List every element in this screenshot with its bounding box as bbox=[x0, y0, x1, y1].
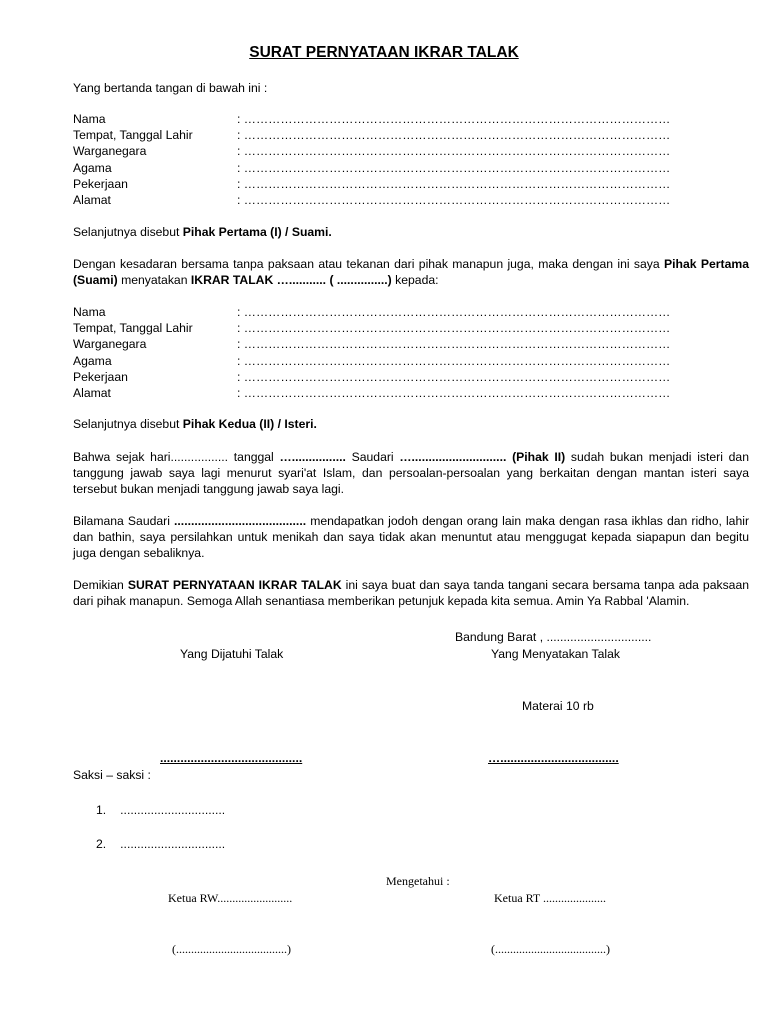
declaration-bold-1: Pihak Pertama (Suami) bbox=[73, 257, 749, 288]
witness-line: ............................... bbox=[120, 837, 226, 851]
acknowledged-label: Mengetahui : bbox=[386, 874, 450, 888]
field-value: : …………………………………………………………………………………………… bbox=[237, 369, 671, 384]
field-value: : …………………………………………………………………………………………… bbox=[237, 144, 671, 159]
signer-right-label: Yang Menyatakan Talak bbox=[491, 647, 620, 661]
field-row bbox=[73, 304, 670, 320]
field-value: : …………………………………………………………………………………………… bbox=[237, 160, 671, 175]
field-label: Nama bbox=[73, 112, 106, 126]
party2-ref-prefix: Selanjutnya disebut bbox=[73, 417, 183, 431]
declaration-text-1: Dengan kesadaran bersama tanpa paksaan atau tekanan dari pihak manapun juga, maka dengan ini saya bbox=[73, 257, 665, 271]
since-bold-1: …................ bbox=[279, 450, 346, 464]
declaration-text-3: kepada: bbox=[391, 273, 439, 288]
field-label: Warganegara bbox=[73, 144, 147, 159]
closing-text-2: ini saya buat dan saya tanda tangani secara bersama tanpa ada paksaan dari pihak manapun. Semoga Allah senantiasa memberikan petunjuk kepada kita semua. Amin Ya Rabbal 'Alamin. bbox=[73, 578, 750, 609]
field-label: Pekerjaan bbox=[73, 176, 128, 191]
field-label: Warganegara bbox=[73, 337, 147, 352]
field-row bbox=[73, 336, 670, 352]
remarry-text-1: Bilamana Saudari bbox=[73, 514, 175, 528]
closing-bold-1: SURAT PERNYATAAN IKRAR TALAK bbox=[127, 578, 342, 592]
witness-number: 1. bbox=[96, 803, 107, 817]
field-label: Alamat bbox=[73, 385, 111, 400]
field-value: : …………………………………………………………………………………………… bbox=[237, 176, 671, 191]
field-row bbox=[73, 143, 670, 159]
witness-line: ............................... bbox=[120, 803, 226, 817]
since-bold-2: …............................ (Pihak II) bbox=[399, 450, 566, 464]
field-row bbox=[73, 369, 670, 385]
sign-line-right: …................................... bbox=[488, 751, 619, 765]
rw-label: Ketua RW......................... bbox=[168, 891, 293, 905]
party2-fields bbox=[73, 304, 670, 401]
field-value: : …………………………………………………………………………………………… bbox=[237, 112, 671, 126]
place-date: Bandung Barat , ............................... bbox=[455, 630, 652, 644]
since-text-2: Saudari bbox=[345, 450, 400, 464]
field-row bbox=[73, 353, 670, 369]
since-text-3: sudah bukan menjadi isteri dan tanggung jawab saya lagi menurut syari'at Islam, dan persoalan-persoalan yang berkaitan dengan mantan isteri saya tersebut bukan menjadi tanggung jawab saya lagi. bbox=[73, 450, 749, 497]
party1-reference bbox=[73, 224, 332, 240]
declaration-bold-2: IKRAR TALAK …........... ( ...............) bbox=[190, 273, 392, 288]
field-value: : …………………………………………………………………………………………… bbox=[237, 305, 671, 319]
signer-left-label: Yang Dijatuhi Talak bbox=[180, 647, 284, 661]
field-value: : …………………………………………………………………………………………… bbox=[237, 385, 671, 400]
field-row bbox=[73, 192, 670, 208]
witness-item bbox=[96, 802, 225, 818]
witness-title: Saksi – saksi : bbox=[73, 768, 151, 782]
party1-ref-bold: Pihak Pertama (I) / Suami. bbox=[182, 225, 332, 239]
intro-text: Yang bertanda tangan di bawah ini : bbox=[73, 81, 268, 95]
field-value: : …………………………………………………………………………………………… bbox=[237, 128, 671, 143]
field-label: Nama bbox=[73, 305, 106, 319]
field-row bbox=[73, 111, 670, 127]
since-text-1: Bahwa sejak hari................. tanggal bbox=[73, 450, 280, 464]
field-label: Tempat, Tanggal Lahir bbox=[73, 321, 193, 336]
party1-fields bbox=[73, 111, 670, 208]
sign-line-left: .......................................... bbox=[160, 751, 303, 765]
field-value: : …………………………………………………………………………………………… bbox=[237, 321, 671, 336]
rt-label: Ketua RT ..................... bbox=[494, 891, 607, 905]
field-label: Agama bbox=[73, 353, 112, 368]
closing-text-1: Demikian bbox=[73, 578, 128, 592]
field-value: : …………………………………………………………………………………………… bbox=[237, 353, 671, 368]
field-value: : …………………………………………………………………………………………… bbox=[237, 192, 671, 207]
witness-number: 2. bbox=[96, 837, 107, 851]
party1-ref-prefix: Selanjutnya disebut bbox=[73, 225, 183, 239]
field-label: Tempat, Tanggal Lahir bbox=[73, 128, 193, 143]
since-paragraph bbox=[73, 449, 749, 498]
field-label: Alamat bbox=[73, 192, 111, 207]
field-row bbox=[73, 320, 670, 336]
field-label: Pekerjaan bbox=[73, 369, 128, 384]
rw-signature: (.....................................) bbox=[172, 942, 291, 956]
field-row bbox=[73, 385, 670, 401]
party2-ref-bold: Pihak Kedua (II) / Isteri. bbox=[182, 417, 317, 431]
declaration-paragraph bbox=[73, 256, 749, 288]
rt-signature: (.....................................) bbox=[491, 942, 610, 956]
closing-paragraph bbox=[73, 577, 749, 609]
remarry-paragraph bbox=[73, 513, 749, 562]
remarry-bold-1: ....................................... bbox=[174, 514, 307, 528]
field-row bbox=[73, 127, 670, 143]
field-label: Agama bbox=[73, 160, 112, 175]
remarry-text-2: mendapatkan jodoh dengan orang lain maka dengan rasa ikhlas dan ridho, lahir dan bathin, saya persilahkan untuk menikah dan saya tidak akan menuntut atau menggugat kepada siapapun dan begitu juga dengan sebaliknya. bbox=[73, 514, 750, 561]
field-value: : …………………………………………………………………………………………… bbox=[237, 337, 671, 352]
field-row bbox=[73, 160, 670, 176]
stamp-label: Materai 10 rb bbox=[522, 699, 594, 713]
page-title: SURAT PERNYATAAN IKRAR TALAK bbox=[249, 44, 519, 61]
party2-reference bbox=[73, 416, 317, 432]
declaration-text-2: menyatakan bbox=[117, 273, 191, 288]
witness-item bbox=[96, 836, 225, 852]
field-row bbox=[73, 176, 670, 192]
